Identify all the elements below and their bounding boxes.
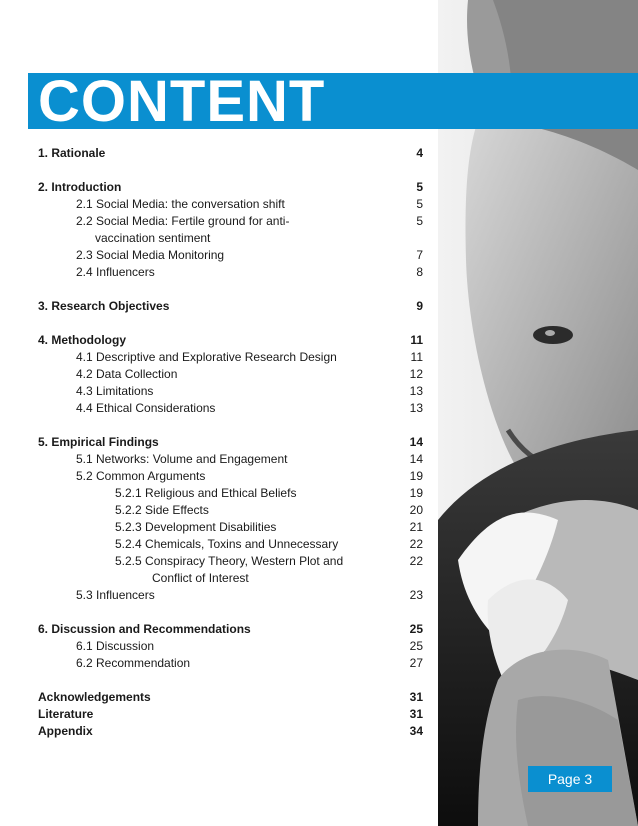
toc-entry-title: 5.3 Influencers	[76, 588, 155, 602]
toc-entry-title: 6.1 Discussion	[76, 639, 155, 653]
toc-page-number: 23	[409, 588, 423, 602]
toc-entry-title: 3. Research Objectives	[38, 299, 170, 313]
toc-page-number: 11	[410, 350, 423, 364]
toc-spacer	[38, 417, 423, 434]
toc-entry-title: vaccination sentiment	[95, 231, 211, 245]
toc-entry-title: 5.2.5 Conspiracy Theory, Western Plot and	[115, 554, 344, 568]
toc-entry[interactable]	[38, 655, 423, 672]
toc-page-number: 11	[410, 333, 423, 347]
toc-page-number: 14	[409, 452, 423, 466]
toc-page-number: 19	[409, 486, 423, 500]
toc-entry-title: 6. Discussion and Recommendations	[38, 622, 251, 636]
toc-entry-title: 4.3 Limitations	[76, 384, 154, 398]
toc-entry-title: 5. Empirical Findings	[38, 435, 159, 449]
toc-page-number: 25	[409, 639, 423, 653]
toc-section[interactable]	[38, 434, 423, 451]
toc-page-number: 5	[416, 197, 423, 211]
toc-entry-title: 4. Methodology	[38, 333, 126, 347]
toc-entry[interactable]	[38, 519, 423, 536]
toc-entry[interactable]	[38, 553, 423, 570]
toc-entry-title: 5.1 Networks: Volume and Engagement	[76, 452, 288, 466]
toc-entry-title: Appendix	[38, 724, 93, 738]
toc-page-number: 13	[409, 401, 423, 415]
toc-section[interactable]	[38, 723, 423, 740]
toc-page-number: 4	[416, 146, 423, 160]
toc-spacer	[38, 672, 423, 689]
toc-section[interactable]	[38, 332, 423, 349]
toc-entry[interactable]	[38, 366, 423, 383]
toc-section[interactable]	[38, 145, 423, 162]
toc-page-number: 22	[409, 554, 423, 568]
toc-entry-title: 2.4 Influencers	[76, 265, 155, 279]
toc-page-number: 8	[416, 265, 423, 279]
toc-entry[interactable]	[38, 264, 423, 281]
toc-page-number: 34	[409, 724, 423, 738]
toc-page-number: 12	[409, 367, 423, 381]
toc-entry[interactable]	[38, 502, 423, 519]
toc-page-number: 13	[409, 384, 423, 398]
toc-entry-title: 2. Introduction	[38, 180, 122, 194]
toc-entry[interactable]	[38, 536, 423, 553]
toc-page-number: 20	[409, 503, 423, 517]
toc-entry-title: 2.1 Social Media: the conversation shift	[76, 197, 285, 211]
toc-entry-title: 5.2.4 Chemicals, Toxins and Unnecessary	[115, 537, 339, 551]
toc-page-number: 19	[409, 469, 423, 483]
toc-spacer	[38, 315, 423, 332]
toc-entry-title: 1. Rationale	[38, 146, 106, 160]
toc-entry[interactable]	[38, 230, 423, 247]
toc-entry[interactable]	[38, 247, 423, 264]
toc-page-number: 31	[409, 690, 423, 704]
toc-entry-title: 4.4 Ethical Considerations	[76, 401, 216, 415]
toc-entry-title: Conflict of Interest	[152, 571, 249, 585]
toc-page-number: 22	[409, 537, 423, 551]
toc-entry[interactable]	[38, 468, 423, 485]
toc-page-number: 9	[416, 299, 423, 313]
toc-spacer	[38, 604, 423, 621]
page-title: CONTENT	[38, 69, 326, 134]
toc-section[interactable]	[38, 621, 423, 638]
toc-entry-title: 5.2 Common Arguments	[76, 469, 206, 483]
toc-entry[interactable]	[38, 451, 423, 468]
toc-page-number: 25	[409, 622, 423, 636]
toc-entry-title: Acknowledgements	[38, 690, 151, 704]
toc-entry-title: Literature	[38, 707, 94, 721]
toc-spacer	[38, 281, 423, 298]
toc-section[interactable]	[38, 179, 423, 196]
toc-entry[interactable]	[38, 400, 423, 417]
toc-entry-title: 4.2 Data Collection	[76, 367, 178, 381]
toc-entry-title: 5.2.1 Religious and Ethical Beliefs	[115, 486, 297, 500]
toc-page-number: 14	[409, 435, 423, 449]
toc-page-number: 5	[416, 180, 423, 194]
toc-entry-title: 5.2.3 Development Disabilities	[115, 520, 277, 534]
toc-page-number: 31	[409, 707, 423, 721]
toc-section[interactable]	[38, 689, 423, 706]
toc-entry-title: 2.3 Social Media Monitoring	[76, 248, 225, 262]
toc-entry-title: 5.2.2 Side Effects	[115, 503, 209, 517]
table-of-contents	[38, 145, 423, 740]
toc-entry[interactable]	[38, 213, 423, 230]
toc-page-number: 27	[409, 656, 423, 670]
toc-section[interactable]	[38, 706, 423, 723]
toc-section[interactable]	[38, 298, 423, 315]
page-number-label: Page 3	[528, 766, 612, 792]
toc-entry[interactable]	[38, 349, 423, 366]
toc-entry[interactable]	[38, 196, 423, 213]
toc-entry[interactable]	[38, 485, 423, 502]
toc-entry-title: 6.2 Recommendation	[76, 656, 191, 670]
toc-entry[interactable]	[38, 570, 423, 587]
toc-entry[interactable]	[38, 383, 423, 400]
toc-entry-title: 2.2 Social Media: Fertile ground for anti-	[76, 214, 290, 228]
toc-spacer	[38, 162, 423, 179]
toc-entry[interactable]	[38, 638, 423, 655]
toc-page-number: 21	[409, 520, 423, 534]
toc-entry-title: 4.1 Descriptive and Explorative Research Design	[76, 350, 337, 364]
toc-page-number: 5	[416, 214, 423, 228]
toc-page-number: 7	[416, 248, 423, 262]
toc-entry[interactable]	[38, 587, 423, 604]
